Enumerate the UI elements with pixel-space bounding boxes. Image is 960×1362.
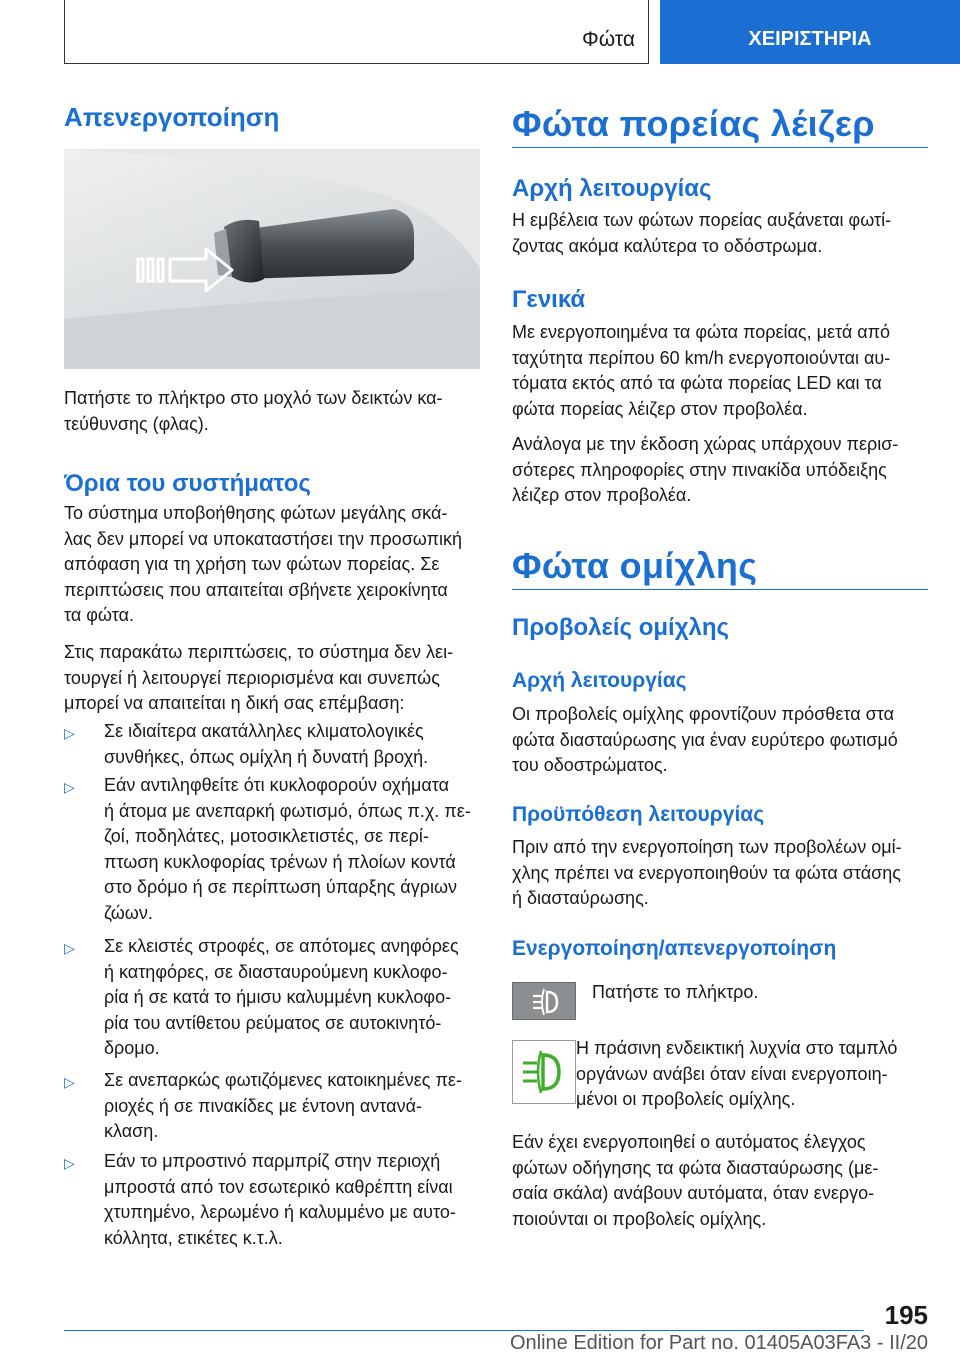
photo-caption: Πατήστε το πλήκτρο στο μοχλό των δεικτών κα- τεύθυνσης (φλας).: [64, 388, 443, 434]
list-item-text: Σε ιδιαίτερα ακατάλληλες κλιματολογικές συνθήκες, όπως ομίχλη ή δυνατή βροχή.: [104, 721, 429, 767]
heading-system-limits: Όρια του συστήματος: [64, 470, 311, 497]
heading-rule: [512, 589, 928, 590]
stalk-illustration: [64, 149, 480, 369]
heading-deactivation: Απενεργοποίηση: [64, 102, 280, 132]
header-box: [64, 0, 649, 64]
footer-rule: [64, 1330, 864, 1331]
chapter-tab: ΧΕΙΡΙΣΤΗΡΙΑ: [660, 0, 960, 64]
heading-general: Γενικά: [512, 286, 586, 313]
automatic-lights-paragraph: Εάν έχει ενεργοποιηθεί ο αυτόματος έλεγχος φώτων οδήγησης τα φώτα διασταύρωσης (με- σαία σκάλα) ανάβουν αυτόματα, όταν ενεργο- ποιούνται οι προβολείς ομίχλης.: [512, 1132, 879, 1229]
heading-principle-fog: Αρχή λειτουργίας: [512, 669, 687, 692]
fog-indicator-icon: [512, 1040, 576, 1104]
green-indicator-text: Η πράσινη ενδεικτική λυχνία στο ταμπλό οργάνων ανάβει όταν είναι ενεργοποιη- μένοι οι προβολείς ομίχλης.: [576, 1038, 898, 1109]
principle-laser-paragraph: Η εμβέλεια των φώτων πορείας αυξάνεται φωτί- ζοντας ακόμα καλύτερα το οδόστρωμα.: [512, 210, 892, 256]
list-item-text: Εάν το μπροστινό παρμπρίζ στην περιοχή μπροστά από τον εσωτερικό καθρέπτη είναι χτυπημένο, λερωμένο ή καλυμμένο με αυτο- κόλλητα, ετικέτες κ.τ.λ.: [104, 1151, 456, 1248]
stalk-photo: [64, 149, 480, 369]
general-paragraph-1: Με ενεργοποιημένα τα φώτα πορείας, μετά από ταχύτητα περίπου 60 km/h ενεργοποιούνται αυ- τόματα εκτός από τα φώτα πορείας LED και τα φώτα πορείας λέιζερ στον προβολέα.: [512, 322, 891, 419]
press-button-text: Πατήστε το πλήκτρο.: [592, 982, 759, 1002]
heading-principle-laser: Αρχή λειτουργίας: [512, 175, 712, 202]
triangle-right-icon: ▷: [64, 1074, 75, 1090]
heading-on-off: Ενεργοποίηση/απενεργοποίηση: [512, 937, 837, 960]
triangle-right-icon: ▷: [64, 1155, 75, 1171]
heading-precondition: Προϋπόθεση λειτουργίας: [512, 803, 765, 826]
limits-paragraph-2: Στις παρακάτω περιπτώσεις, το σύστημα δεν λει- τουργεί ή λειτουργεί περιορισμένα και συνεπώς μπορεί να απαιτείται η δική σας επέμβαση:: [64, 642, 454, 713]
page-number: 195: [884, 1300, 928, 1330]
heading-fog-lights: Φώτα ομίχλης: [512, 545, 758, 586]
general-paragraph-2: Ανάλογα με την έκδοση χώρας υπάρχουν περισ- σότερες πληροφορίες στην πινακίδα υπόδειξης λέιζερ στον προβολέα.: [512, 434, 899, 505]
limits-paragraph-1: Το σύστημα υποβοήθησης φώτων μεγάλης σκά- λας δεν μπορεί να υποκαταστήσει την προσωπική απόφαση για τη χρήση των φώτων πορείας. Σε περιπτώσεις που απαιτείται σβήνετε χειροκίνητα τα φώτα.: [64, 503, 463, 625]
footer-edition: Online Edition for Part no. 01405A03FA3 - II/20: [509, 1332, 928, 1354]
header-section-title: Φώτα: [582, 28, 635, 51]
triangle-right-icon: ▷: [64, 725, 75, 741]
press-arrow-icon: [136, 245, 246, 295]
triangle-right-icon: ▷: [64, 940, 75, 956]
list-item-text: Σε ανεπαρκώς φωτιζόμενες κατοικημένες πε- ριοχές ή σε πινακίδες με έντονη αντανά- κλαση.: [104, 1070, 462, 1141]
list-item-text: Εάν αντιληφθείτε ότι κυκλοφορούν οχήματα ή άτομα με ανεπαρκή φωτισμό, όπως π.χ. πε- ζοί, ποδηλάτες, μοτοσικλετιστές, σε περί- πτωση κυκλοφορίας τρένων ή πλοίων κοντά στο δρόμο ή σε περίπτωση ύπαρξης άγριων ζώων.: [104, 775, 471, 923]
list-item-text: Σε κλειστές στροφές, σε απότομες ανηφόρες ή κατηφόρες, σε διασταυρούμενη κυκλοφο- ρία ή σε κατά το ήμισυ καλυμμένη κυκλοφο- ρία του αντίθετου ρεύματος σε αυτοκινητό- δρομο.: [104, 936, 459, 1058]
triangle-right-icon: ▷: [64, 779, 75, 795]
precondition-paragraph: Πριν από την ενεργοποίηση των προβολέων ομί- χλης πρέπει να ενεργοποιηθούν τα φώτα στάσης ή διασταύρωσης.: [512, 837, 902, 908]
heading-laser-high-beam: Φώτα πορείας λέιζερ: [512, 103, 875, 144]
principle-fog-paragraph: Οι προβολείς ομίχλης φροντίζουν πρόσθετα στα φώτα διασταύρωσης για έναν ευρύτερο φωτισμό του οδοστρώματος.: [512, 704, 898, 775]
front-fog-lamp-icon: [512, 982, 576, 1020]
heading-fog-lamps: Προβολείς ομίχλης: [512, 614, 730, 641]
heading-rule: [512, 147, 928, 148]
